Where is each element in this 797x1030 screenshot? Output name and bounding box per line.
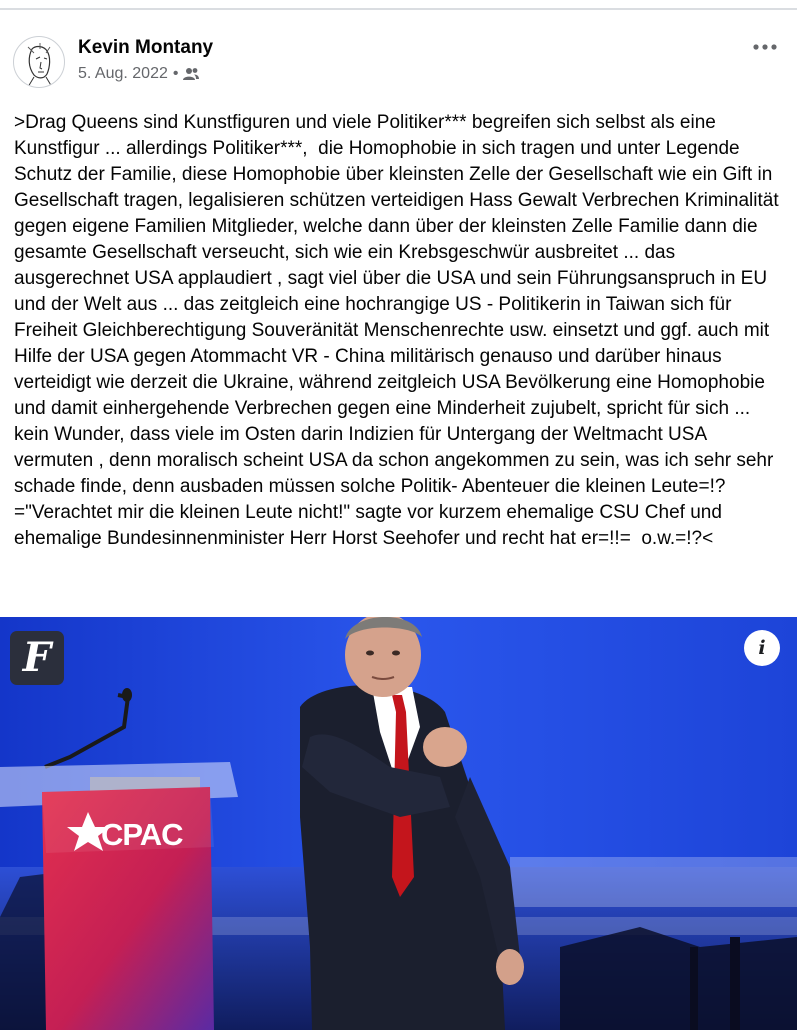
avatar-sketch-icon	[14, 37, 65, 88]
author-name[interactable]: Kevin Montany	[78, 37, 214, 58]
podium-logo-text: CPAC	[101, 817, 183, 852]
post-photo[interactable]	[0, 617, 797, 1030]
info-button[interactable]	[744, 630, 780, 666]
publisher-logo-letter: F	[22, 634, 52, 681]
info-icon: i	[758, 637, 766, 659]
top-divider	[0, 8, 797, 10]
more-dots-icon	[753, 44, 777, 50]
post-text: >Drag Queens sind Kunstfiguren und viele Politiker*** begreifen sich selbst als eine Kunstfigur ... allerdings Politiker***, die Homophobie in sich tragen und unter Legende Schutz der Familie, diese Homophobie über kleinsten Zelle der Gesellschaft wie ein Gift in Gesellschaft tragen, legalisieren schützen verteidigen Hass Gewalt Verbrechen Kriminalität gegen eigene Familien Mitglieder, welche dann über der kleinsten Zelle Familie dann die gesamte Gesellschaft verseucht, sich wie ein Krebsgeschwür ausbreitet ... das ausgerechnet USA applaudiert , sagt viel über die USA und sein Führungsanspruch in EU und der Welt aus ... das zeitgleich eine hochrangige US - Politikerin in Taiwan sich für Freiheit Gleichberechtigung Souveränität Menschenrechte usw. einsetzt und ggf. auch mit Hilfe der USA gegen Atommacht VR - China militärisch genauso und darüber hinaus verteidigt wie derzeit die Ukraine, während zeitgleich USA Bevölkerung eine Homophobie und damit einhergehende Verbrechen gegen eine Minderheit zujubelt, spricht für sich ... kein Wunder, dass viele im Osten darin Indizien für Untergang der Weltmacht USA vermuten , denn moralisch scheint USA da schon angekommen zu sein, was ich sehr sehr schade finde, denn ausbaden müssen solche Politik- Abenteuer die kleinen Leute=!?="Verachtet mir die kleinen Leute nicht!" sagte vor kurzem ehemalige CSU Chef und ehemalige Bundesinnenminister Herr Horst Seehofer und recht hat er=!!= o.w.=!?<	[14, 112, 784, 549]
post-meta	[78, 65, 199, 83]
publisher-logo-button[interactable]	[10, 631, 64, 685]
more-options-button[interactable]	[748, 30, 782, 64]
friends-icon	[183, 67, 199, 81]
meta-separator: •	[172, 65, 179, 82]
avatar[interactable]	[13, 36, 65, 88]
post-date[interactable]: 5. Aug. 2022	[78, 65, 168, 82]
